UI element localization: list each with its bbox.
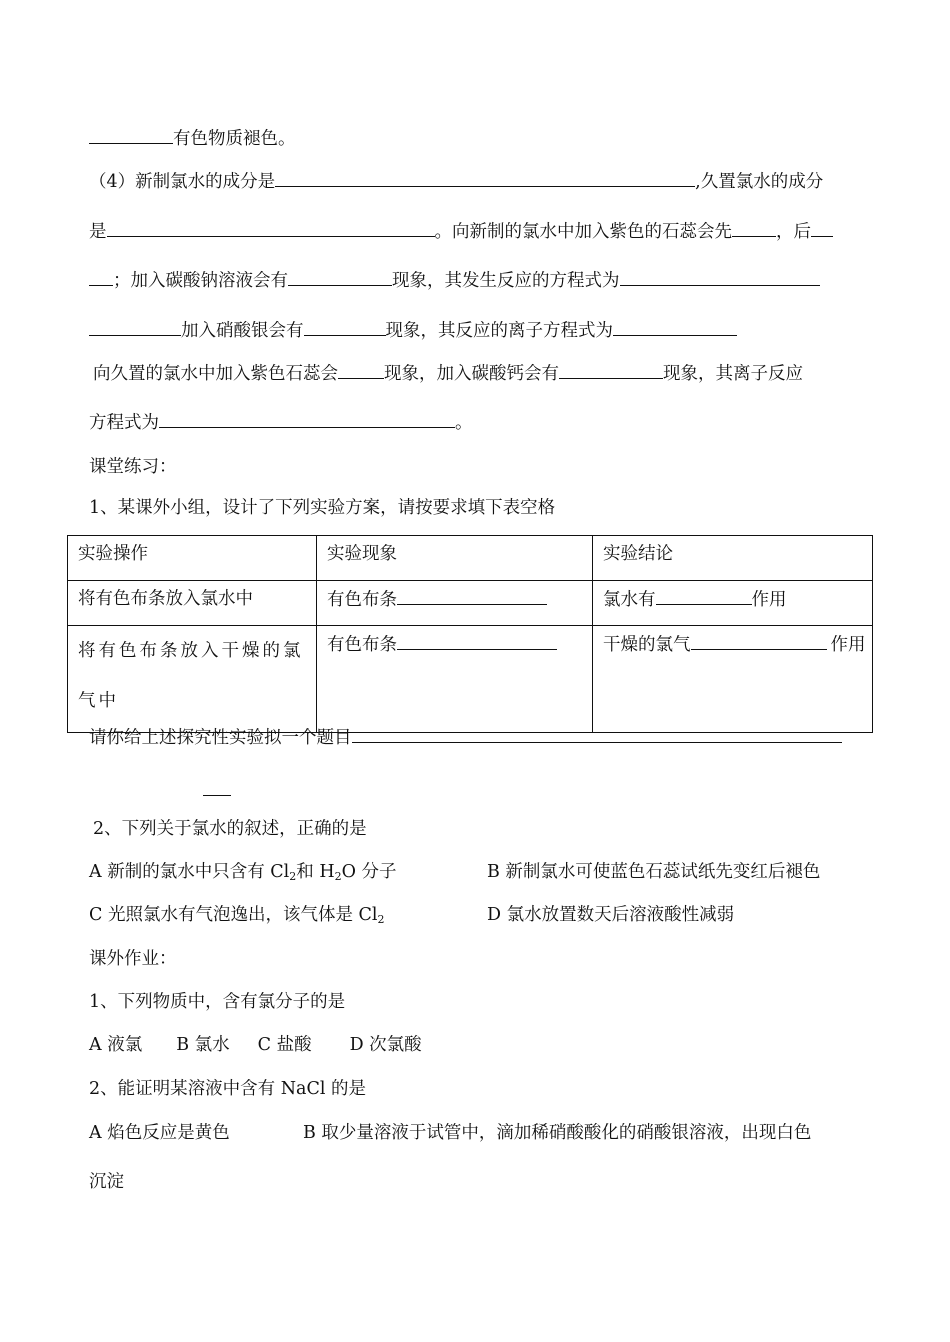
answer-blank[interactable] xyxy=(397,632,557,650)
option-a[interactable]: A 焰色反应是黄色 xyxy=(89,1123,230,1143)
option-c[interactable]: C 光照氯水有气泡逸出，该气体是 $Cl_2$ xyxy=(89,905,385,926)
q4-line-0: 有色物质褪色。 xyxy=(89,126,296,151)
answer-blank[interactable] xyxy=(89,126,173,144)
table-cell: 有色布条 xyxy=(317,626,593,733)
table-header-row xyxy=(68,536,873,581)
answer-blank[interactable] xyxy=(732,219,776,237)
title-prompt-line: 请你给上述探究性实验拟一个题目 xyxy=(89,725,842,750)
answer-blank[interactable] xyxy=(352,725,842,743)
title-prompt-continuation xyxy=(203,778,231,803)
option-d[interactable]: D 次氯酸 xyxy=(349,1035,422,1055)
option-d[interactable]: D 氯水放置数天后溶液酸性减弱 xyxy=(487,905,735,925)
answer-blank[interactable] xyxy=(159,410,455,428)
experiment-table xyxy=(67,535,873,733)
table-cell: 有色布条 xyxy=(317,581,593,626)
option-b-continuation: 沉淀 xyxy=(89,1172,124,1192)
answer-blank[interactable] xyxy=(691,632,827,650)
table-header-cell: 实验操作 xyxy=(68,536,317,581)
table-header-cell: 实验现象 xyxy=(317,536,593,581)
answer-blank[interactable] xyxy=(656,587,752,605)
answer-blank[interactable] xyxy=(107,219,435,237)
classwork-q1: 1、某课外小组，设计了下列实验方案，请按要求填下表空格 xyxy=(89,498,556,518)
answer-blank[interactable] xyxy=(397,587,547,605)
q4-line-2: 是 。向新制的氯水中加入紫色的石蕊会先 ，后 xyxy=(89,219,833,244)
answer-blank[interactable] xyxy=(559,361,663,379)
answer-blank[interactable] xyxy=(89,318,181,336)
classwork-q2: 2、下列关于氯水的叙述，正确的是 xyxy=(93,819,367,839)
table-header-cell: 实验结论 xyxy=(593,536,873,581)
answer-blank[interactable] xyxy=(304,318,386,336)
classwork-heading: 课堂练习： xyxy=(89,457,177,477)
answer-blank[interactable] xyxy=(620,268,820,286)
answer-blank[interactable] xyxy=(613,318,737,336)
q4-line-5: 向久置的氯水中加入紫色石蕊会 现象，加入碳酸钙会有 现象，其离子反应 xyxy=(93,361,803,386)
table-row xyxy=(68,626,873,733)
table-cell: 干燥的氯气 作用 xyxy=(593,626,873,733)
option-b[interactable]: B 取少量溶液于试管中，滴加稀硝酸酸化的硝酸银溶液，出现白色 xyxy=(303,1123,812,1143)
q4-line-6: 方程式为 。 xyxy=(89,410,473,435)
q4-line-4: 加入硝酸银会有 现象，其反应的离子方程式为 xyxy=(89,318,737,343)
homework-heading: 课外作业： xyxy=(89,949,177,969)
answer-blank[interactable] xyxy=(288,268,392,286)
option-a[interactable]: A 液氯 xyxy=(89,1035,143,1055)
answer-blank[interactable] xyxy=(275,169,695,187)
homework-q2: 2、能证明某溶液中含有 NaCl 的是 xyxy=(89,1079,366,1099)
answer-blank[interactable] xyxy=(203,778,231,796)
q4-line-3: ；加入碳酸钠溶液会有 现象，其发生反应的方程式为 xyxy=(89,268,820,293)
q4-line-1: （4）新制氯水的成分是 ,久置氯水的成分 xyxy=(89,169,823,194)
option-b[interactable]: B 氯水 xyxy=(176,1035,230,1055)
option-b[interactable]: B 新制氯水可使蓝色石蕊试纸先变红后褪色 xyxy=(487,862,821,882)
table-cell: 将有色布条放入干燥的氯气中 xyxy=(68,626,317,733)
option-c[interactable]: C 盐酸 xyxy=(257,1035,312,1055)
table-cell: 将有色布条放入氯水中 xyxy=(68,581,317,626)
homework-q1: 1、下列物质中，含有氯分子的是 xyxy=(89,992,346,1012)
table-cell: 氯水有 作用 xyxy=(593,581,873,626)
answer-blank[interactable] xyxy=(89,268,113,286)
answer-blank[interactable] xyxy=(338,361,384,379)
option-a[interactable]: A 新制的氯水中只含有 $Cl_2$和 $H_2O$ 分子 xyxy=(89,862,397,883)
homework-q1-options xyxy=(89,1033,422,1057)
table-row xyxy=(68,581,873,626)
answer-blank[interactable] xyxy=(811,219,833,237)
